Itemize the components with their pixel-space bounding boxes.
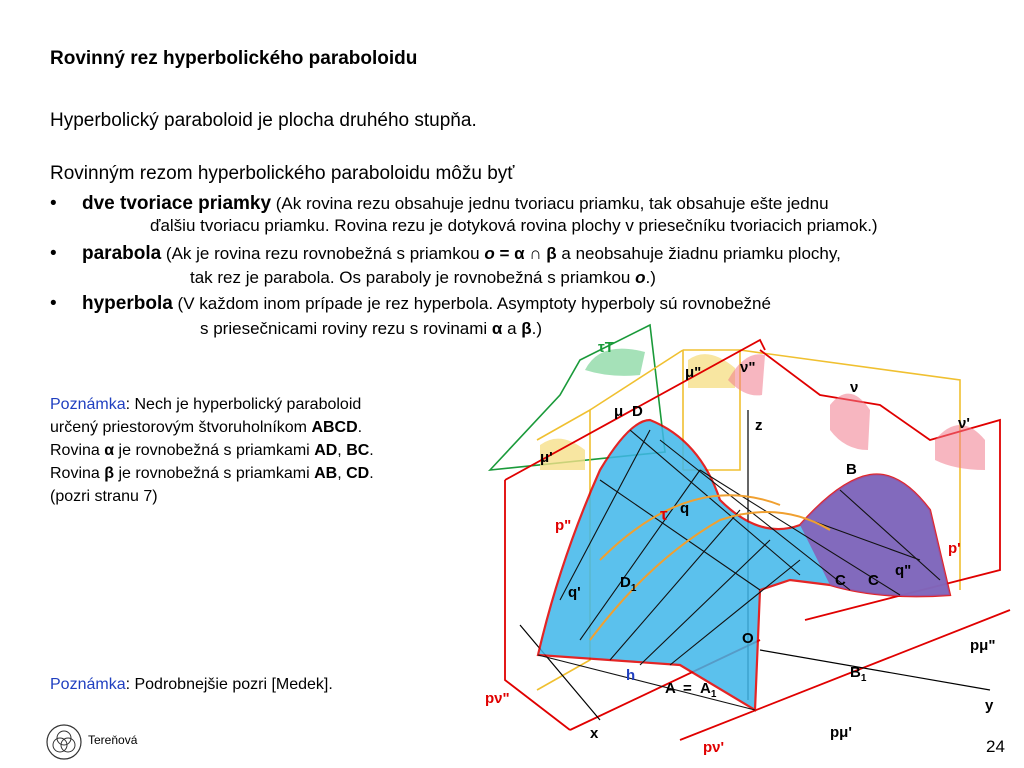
note-abcd (50, 393, 374, 508)
note-term: BC (346, 442, 370, 459)
label-b1-sub: 1 (860, 673, 867, 684)
symbol-beta: β (104, 465, 115, 482)
note-line: určený priestorovým štvoruholníkom (50, 419, 312, 436)
bullet-term: parabola (82, 243, 162, 264)
symbol-o: o (484, 244, 495, 263)
label-tau: τ (660, 505, 668, 524)
note-term: CD (346, 465, 370, 482)
label-nu2: ν" (740, 359, 756, 376)
label-a1-main: A (700, 680, 711, 697)
symbol-o: o (635, 268, 646, 287)
bullet-dot: • (50, 293, 57, 314)
bullet-text: (Ak rovina rezu obsahuje jednu tvoriacu priamku, tak obsahuje ešte jednu (271, 194, 829, 213)
note-line: Rovina (50, 465, 105, 482)
bullet-dot: • (50, 243, 57, 264)
note-label: Poznámka (50, 396, 126, 413)
label-pnu1: pν' (703, 739, 725, 756)
bullet-text-b: a neobsahuje žiadnu priamku plochy, (556, 244, 841, 263)
note-punct: . (369, 465, 374, 482)
label-mu1: μ' (540, 449, 553, 466)
bullet-dot: • (50, 193, 57, 214)
equation: = α ∩ β (494, 244, 557, 263)
note-punct: . (369, 442, 374, 459)
bullet-hyperbola (50, 293, 771, 315)
label-p1: p' (948, 540, 961, 557)
label-h: h (626, 667, 636, 684)
label-y: y (985, 697, 994, 714)
label-o: O (742, 630, 754, 647)
cont-text: s priesečnicami roviny rezu s rovinami (200, 319, 492, 338)
note-text: : Podrobnejšie pozri [Medek]. (125, 676, 333, 693)
label-d1-sub: 1 (630, 583, 637, 594)
note-line: je rovnobežná s priamkami (114, 465, 315, 482)
note-label: Poznámka (50, 676, 126, 693)
note-punct: , (337, 442, 347, 459)
note-term: AD (314, 442, 338, 459)
slide-title: Rovinný rez hyperbolického paraboloidu (50, 48, 418, 69)
label-b1-main: B (850, 664, 861, 681)
y-axis (760, 650, 990, 690)
bullet-parabola (50, 243, 841, 265)
label-z: z (755, 417, 763, 434)
note-punct: . (357, 419, 363, 436)
hyperbolic-paraboloid-diagram (460, 320, 1020, 765)
note-line: (pozri stranu 7) (50, 488, 158, 505)
bullet-continuation: ďalšiu tvoriacu priamku. Rovina rezu je dotyková rovina plochy v priesečníku tvoriacich priamok.) (150, 216, 878, 235)
label-nu1: ν' (958, 415, 970, 432)
symbol-beta: β (521, 319, 532, 338)
note-term: AB (314, 465, 338, 482)
label-tau-t: τT (598, 339, 614, 356)
label-d: D (632, 403, 643, 420)
label-x: x (590, 725, 599, 742)
label-nu: ν (850, 379, 859, 396)
bullet-text: (V každom inom prípade je rez hyperbola. Asymptoty hyperboly sú rovnobežné (172, 294, 771, 313)
label-c: C (868, 572, 879, 589)
note-line: je rovnobežná s priamkami (114, 442, 315, 459)
label-pmu1: pμ' (830, 724, 852, 741)
lead-text: Rovinným rezom hyperbolického paraboloidu môžu byť (50, 163, 515, 184)
label-q1: q' (568, 584, 581, 601)
bullet-term: dve tvoriace priamky (82, 193, 272, 214)
bullet-term: hyperbola (82, 293, 173, 314)
footer-author: Tereňová (88, 733, 138, 747)
label-pmu2: pμ" (970, 637, 996, 654)
label-q2: q" (895, 562, 912, 579)
label-mu2: μ" (685, 364, 702, 381)
bullet-lines (50, 193, 829, 215)
symbol-alpha: α (104, 442, 115, 459)
intro-text: Hyperbolický paraboloid je plocha druhého stupňa. (50, 110, 477, 131)
label-a1-sub: 1 (710, 689, 717, 700)
note-line: : Nech je hyperbolický paraboloid (125, 396, 362, 413)
cont-mid: a (502, 319, 522, 338)
bullet-continuation (190, 268, 656, 288)
label-equals: = (683, 680, 692, 697)
cont-end: .) (645, 268, 656, 287)
page-number: 24 (986, 737, 1005, 756)
label-c1: C (835, 572, 846, 589)
note-punct: , (337, 465, 347, 482)
note-abcd-term: ABCD (311, 419, 358, 436)
bullet-text: (Ak je rovina rezu rovnobežná s priamkou (161, 244, 485, 263)
cont-text: tak rez je parabola. Os paraboly je rovnobežná s priamkou (190, 268, 636, 287)
label-pnu2: pν" (485, 690, 510, 707)
author-logo-icon (44, 722, 84, 762)
label-b: B (846, 461, 857, 478)
label-d1-main: D (620, 574, 631, 591)
label-mu: μ (614, 403, 624, 420)
note-medek (50, 673, 333, 696)
label-a: A (665, 680, 676, 697)
label-q: q (680, 500, 690, 517)
label-p2: p" (555, 517, 572, 534)
symbol-alpha: α (491, 319, 503, 338)
note-line: Rovina (50, 442, 105, 459)
cont-end: .) (531, 319, 543, 338)
